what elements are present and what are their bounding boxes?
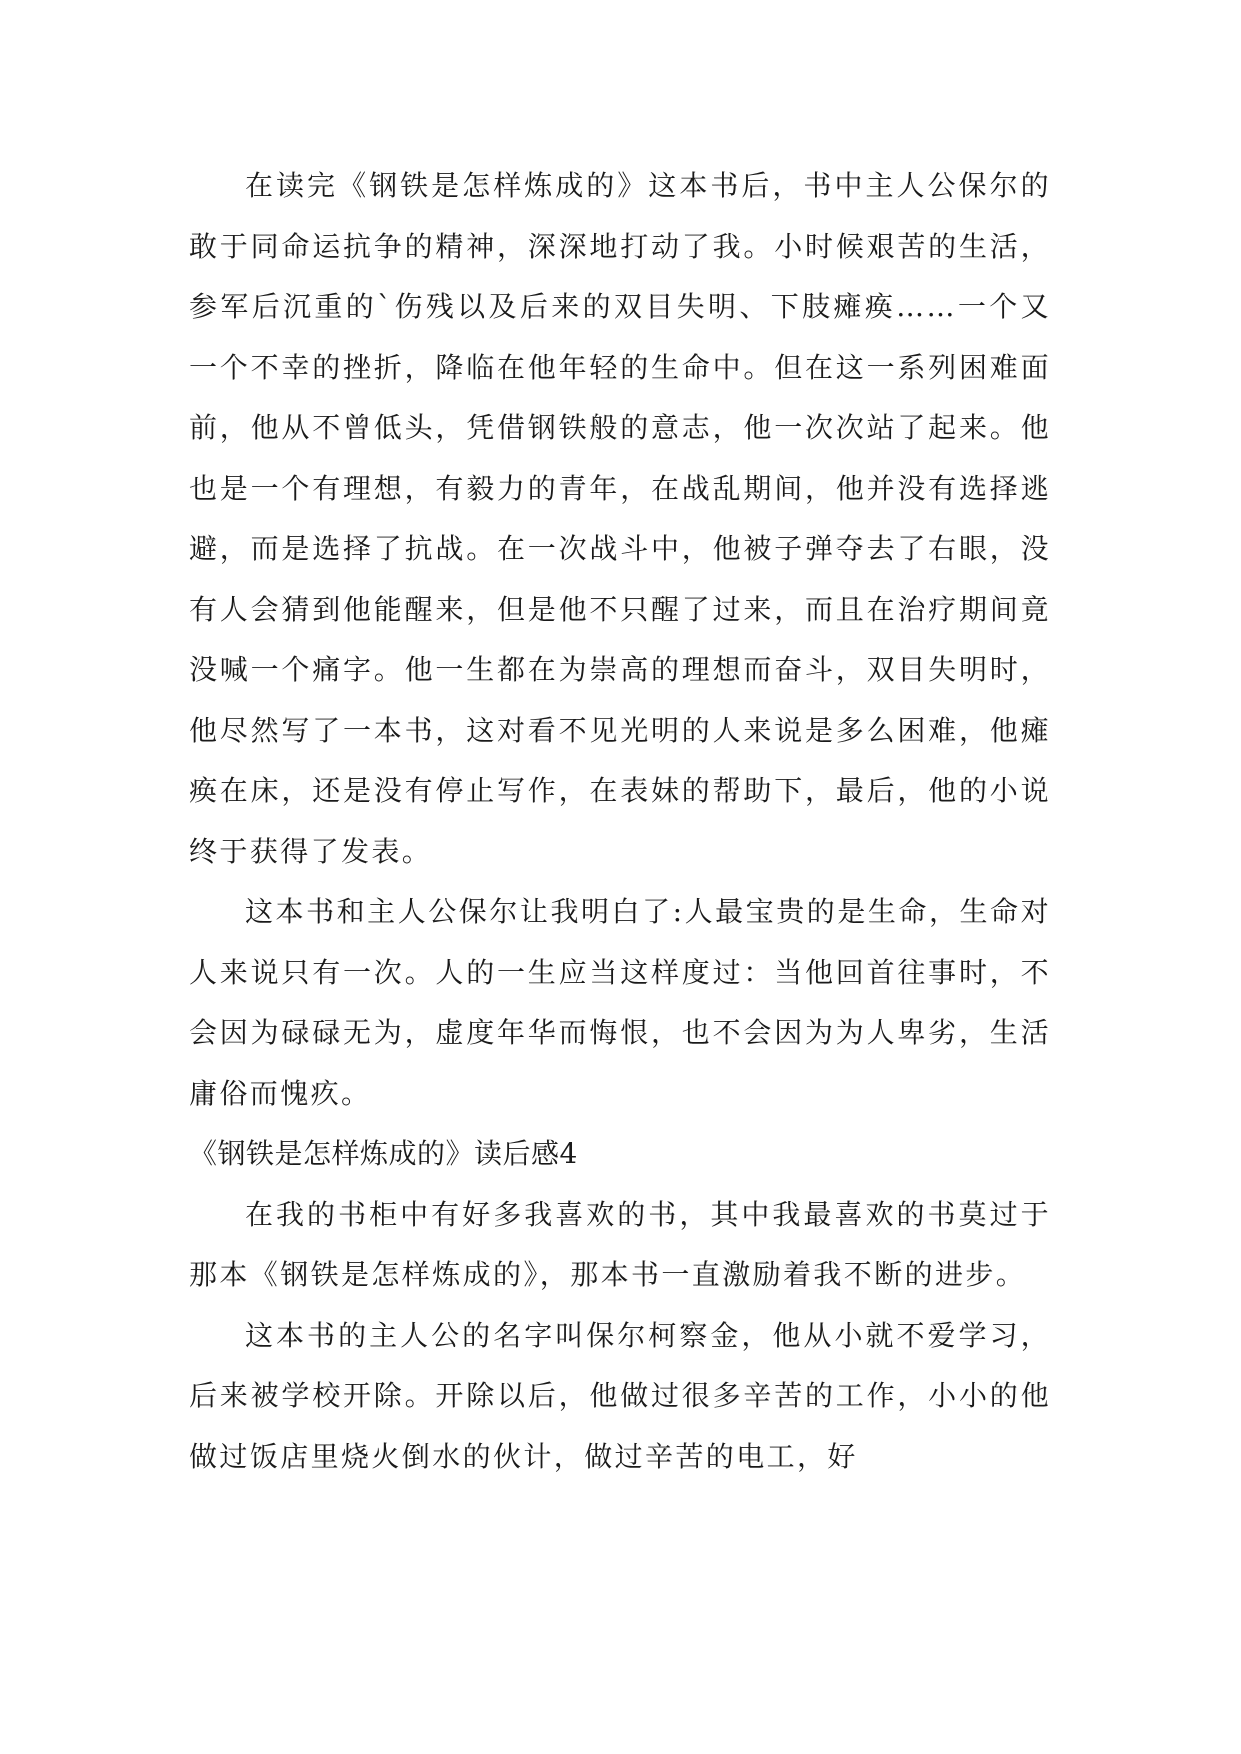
document-body: [189, 156, 1051, 1487]
body-paragraph-2: 这本书和主人公保尔让我明白了:人最宝贵的是生命，生命对人来说只有一次。人的一生应当这样度过：当他回首往事时，不会因为碌碌无为，虚度年华而悔恨，也不会因为为人卑劣，生活庸俗而愧疚。: [189, 895, 1051, 1110]
body-paragraph-1: 在读完《钢铁是怎样炼成的》这本书后，书中主人公保尔的敢于同命运抗争的精神，深深地打动了我。小时候艰苦的生活，参军后沉重的`伤残以及后来的双目失明、下肢瘫痪……一个又一个不幸的挫折，降临在他年轻的生命中。但在这一系列困难面前，他从不曾低头，凭借钢铁般的意志，他一次次站了起来。他也是一个有理想，有毅力的青年，在战乱期间，他并没有选择逃避，而是选择了抗战。在一次战斗中，他被子弹夺去了右眼，没有人会猜到他能醒来，但是他不只醒了过来，而且在治疗期间竟没喊一个痛字。他一生都在为崇高的理想而奋斗，双目失明时，他尽然写了一本书，这对看不见光明的人来说是多么困难，他瘫痪在床，还是没有停止写作，在表妹的帮助下，最后，他的小说终于获得了发表。: [189, 169, 1051, 868]
body-paragraph-3: 在我的书柜中有好多我喜欢的书，其中我最喜欢的书莫过于那本《钢铁是怎样炼成的》，那本书一直激励着我不断的进步。: [189, 1197, 1051, 1291]
body-paragraph-4: 这本书的主人公的名字叫保尔柯察金，他从小就不爱学习，后来被学校开除。开除以后，他做过很多辛苦的工作，小小的他做过饭店里烧火倒水的伙计，做过辛苦的电工，好: [189, 1318, 1051, 1473]
section-heading: 《钢铁是怎样炼成的》读后感4: [189, 1137, 578, 1170]
